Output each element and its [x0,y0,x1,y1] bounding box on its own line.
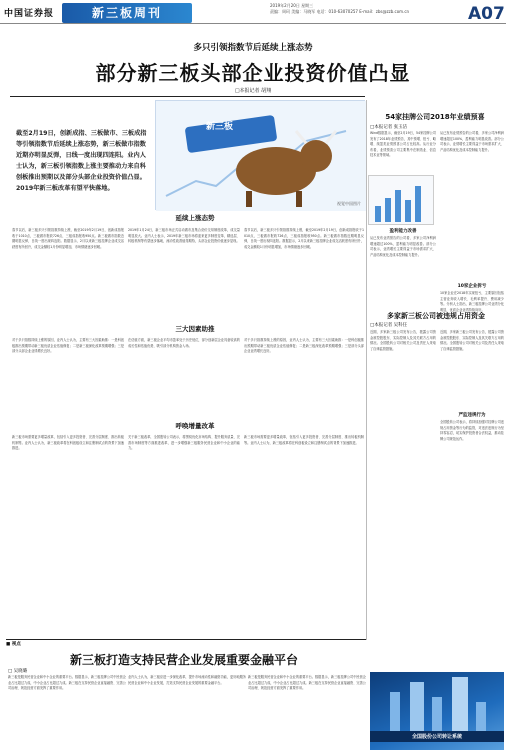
story2-col-a: 近期，多家新三板公司发布公告，披露公司资金被控股股东、实际控制人及其关联方占用的情况。全国股转公司对相关公司及责任人采取了自律监管措施。 [370,330,436,351]
story2-col-c: 全国股转公司表示，将持续加强对挂牌公司违规占用资金等行为的监管，对违法违规行为坚持零容忍，切实保护投资者合法权益，推动挂牌公司规范运作。 [440,420,504,441]
header-meta [270,3,409,15]
bull-illustration [156,101,366,211]
section-banner [62,3,192,23]
photo-caption: 视觉中国图片 [337,201,361,206]
bottom-col-c: 新三板是服务民营企业和中小企业的重要平台。数据显示，新三板挂牌公司中民营企业占比超过九成，中小企业占比超过九成。新三板在支持民营企业直接融资、完善公司治理、规范经营方面发挥了重要作用。 [248,675,366,691]
section-banner-label: 新三板周刊 [91,6,162,20]
story1-subhead: 盈利能力改善 [389,229,417,234]
masthead-logo: 中国证券报 [4,9,55,19]
bottom-title: 新三板打造支持民营企业发展重要金融平台 [69,653,298,667]
bottom-author: □ 吴晓璐 [8,669,28,674]
story1-col-d: 10家企业在2018年实现扭亏，主要原因包括主营业务收入增长、毛利率提升、费用减少等。分析人士指出，新三板挂牌公司业绩分化明显，优质企业业绩持续向好。 [440,291,504,312]
lead-summary: 截至2月19日，创新成指、三板做市、三板成指等引领指数节后延续上涨态势，新三板做市指数近期亦明显反弹，日线一度出现四连阳。业内人士认为，新三板引领指数上涨主要推动力来自科创板推出预期以及部分头部企业投资价值凸显。2019年新三板改革有望平快落地。 [16,130,147,192]
story1-chart [368,175,434,225]
body-col-2b: 在估值方面，新三板企业平均市盈率处于历史低位，部分创新层企业具备较高的成长性和估值优势，吸引部分机构资金入场。 [128,338,240,348]
story1-col-b: 从已发布业绩预告的公司看，多家公司净利润增速超过100%，盈利能力明显改善。部分公司表示，业绩增长主要得益于市场需求扩大、产品结构优化及成本控制能力提升。 [370,236,436,257]
body-col-1c: 春节以后，新三板多只引领指数持续上涨，截至2019年2月19日，创新成指报收于1010点，三板做市报收726点，三板成指报收950点。新三板做市指数近期明显反弹，日线一度出现四连阳。数据显示，2月以来新三板挂牌企业成交活跃度有所回升，成交金额较1月份明显增加，市场情绪逐步回暖。 [244,228,364,249]
headline-title: 部分新三板头部企业投资价值凸显 [95,61,411,85]
body-col-1a: 春节以后，新三板多只引领指数持续上涨，截至2019年2月19日，创新成指报收于1010点，三板做市报收726点，三板成指报收950点。新三板做市指数近期明显反弹，日线一度出现四连阳。数据显示，2月以来新三板挂牌企业成交活跃度有所回升，成交金额较1月份明显增加，市场情绪逐步回暖。 [12,228,124,249]
column-divider [366,100,367,640]
story2-col-b: 近期，多家新三板公司发布公告，披露公司资金被控股股东、实际控制人及其关联方占用的情况。全国股转公司对相关公司及责任人采取了自律监管措施。 [440,330,504,351]
story1-chart-graphic [369,176,435,226]
story1-byline: □本报记者 张玉洁 [370,125,408,130]
story1-title: 54家挂牌公司2018年业绩预喜 [385,113,485,121]
ad-text: 全国股份公司转让系统 [370,731,504,742]
headline-byline: □本报记者 胡翔 [234,88,272,94]
photo-overlay-text: 新三板 [206,122,234,132]
headline-kicker: 多只引领指数节后延续上涨态势 [193,43,313,53]
header-editors: 责编：周珂 美编：马晓军 电话：010-63070257 E-mail：zbs@zzb.com.cn [270,9,410,14]
illustration-photo [155,100,365,210]
bottom-col-b: 业内人士认为，新三板应进一步深化改革，提升市场流动性和融资功能，更好地服务民营企业和中小企业发展，打造支持民营企业发展的重要金融平台。 [128,675,246,685]
ad-banner [370,672,504,750]
body-col-3b: 关于新三板改革，全国股转公司表示，将围绕优化市场结构、提升服务质量、完善市场制度等方面推进改革，进一步增强新三板服务民营企业和中小企业的能力。 [128,435,240,451]
story2-byline: □本报记者 吴科任 [370,323,408,328]
body-col-3a: 新三板市场需要更多增量改革，包括引入更多投资者、完善分层制度、推出转板机制等。业内人士认为，新三板改革将在科创板设立和注册制试点的背景下加速推进。 [12,435,124,451]
story1-col-c: 从已发布业绩预告的公司看，多家公司净利润增速超过100%，盈利能力明显改善。部分公司表示，业绩增长主要得益于市场需求扩大、产品结构优化及成本控制能力提升。 [440,131,504,152]
headline-rule [10,96,365,97]
story2-subhead: 严监违规行为 [458,413,486,418]
body-col-3c: 新三板市场需要更多增量改革，包括引入更多投资者、完善分层制度、推出转板机制等。业内人士认为，新三板改革将在科创板设立和注册制试点的背景下加速推进。 [244,435,364,445]
section-heading-1: 延续上涨态势 [175,214,215,222]
bottom-tag: ■ 视点 [6,642,21,647]
story1-col-a: Wind数据显示，截至2月19日，54家挂牌公司发布了2018年业绩预告，其中预增、扭亏、略增、续盈类业绩预喜公司占比较高。从行业分布看，业绩预喜公司主要集中在制造业、信息技术业等领域。 [370,131,436,158]
body-col-2a: 对于多只指数持续上涨的原因，业内人士认为，主要有三大因素助推：一是科创板推出预期带动新三板优质企业估值修复；二是新三板深化改革预期增强；三是部分头部企业业绩增长良好。 [12,338,124,354]
section-heading-2: 三大因素助推 [175,325,215,333]
body-col-1b: 2019年1月24日，新三板市场正式启动做市及集合竞价交易制度改革，成交量明显放大。业内人士表示，2019年新三板市场将迎来更多制度变革，精选层、转板机制等有望逐步落地，流动性改善值得期待，头部企业投资价值逐步显现。 [128,228,240,244]
story1-subhead2: 10家企业拆亏 [457,284,487,289]
bottom-col-a: 新三板是服务民营企业和中小企业的重要平台。数据显示，新三板挂牌公司中民营企业占比超过九成，中小企业占比超过九成。新三板在支持民营企业直接融资、完善公司治理、规范经营方面发挥了重要作用。 [8,675,126,691]
page-number: A07 [468,4,505,24]
page-header [0,0,506,24]
bottom-rule [6,639,366,640]
story2-title: 多家新三板公司被违规占用资金 [387,312,485,320]
header-date: 2019年2月20日 星期三 [270,3,314,8]
body-col-2c: 对于多只指数持续上涨的原因，业内人士认为，主要有三大因素助推：一是科创板推出预期带动新三板优质企业估值修复；二是新三板深化改革预期增强；三是部分头部企业业绩增长良好。 [244,338,364,354]
section-heading-3: 呼唤增量改革 [175,422,215,430]
